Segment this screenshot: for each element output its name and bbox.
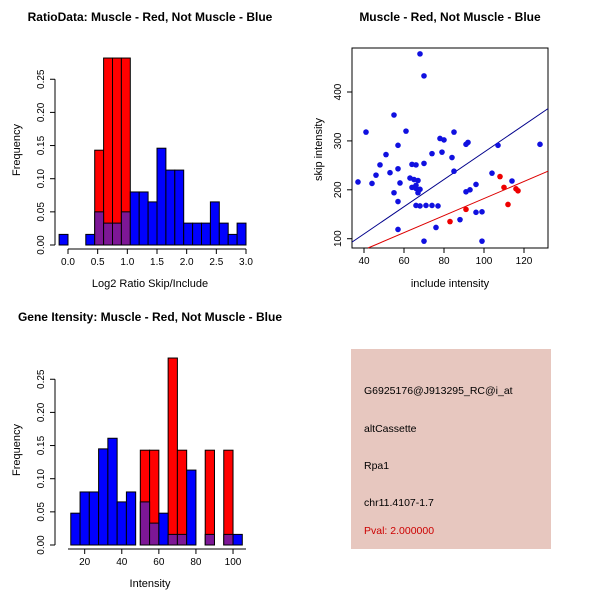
histogram-bar-overlap	[224, 534, 233, 545]
histogram-bar-blue	[193, 223, 202, 245]
scatter-point-not-muscle-blue	[373, 172, 379, 178]
y-axis-tick-label: 400	[333, 83, 344, 101]
histogram-bar-blue	[202, 223, 211, 245]
scatter-point-not-muscle-blue	[479, 238, 485, 244]
scatter-point-not-muscle-blue	[403, 128, 409, 134]
scatter-point-not-muscle-blue	[463, 142, 469, 148]
y-axis-tick-label: 200	[333, 181, 344, 199]
x-axis-tick-label: 1.5	[150, 257, 164, 268]
x-axis-tick-label: 0.0	[61, 257, 75, 268]
scatter-point-muscle-red	[505, 202, 511, 208]
histogram-bar-overlap	[95, 212, 104, 245]
histogram-bar-blue	[71, 513, 80, 545]
scatter-point-muscle-red	[463, 207, 469, 213]
histogram-bar-blue	[157, 148, 166, 245]
histogram-bar-blue	[148, 202, 157, 245]
scatter-point-muscle-red	[515, 188, 521, 194]
histogram-bar-red	[113, 58, 122, 245]
scatter-point-not-muscle-blue	[429, 151, 435, 157]
x-axis-tick-label: 60	[153, 557, 165, 568]
histogram-bar-red	[205, 450, 214, 545]
x-axis-tick-label: 100	[224, 557, 242, 568]
x-axis-tick-label: 0.5	[90, 257, 105, 268]
histogram-bar-blue	[108, 438, 117, 545]
scatter-point-not-muscle-blue	[467, 187, 473, 193]
scatter-point-not-muscle-blue	[457, 217, 463, 223]
y-axis-tick-label: 0.00	[36, 535, 47, 555]
histogram-bar-blue	[86, 234, 95, 245]
scatter-point-not-muscle-blue	[387, 170, 393, 176]
scatter-point-not-muscle-blue	[451, 168, 457, 174]
y-axis-tick-label: 0.10	[36, 168, 47, 189]
scatter-point-not-muscle-blue	[421, 161, 427, 167]
scatter-point-not-muscle-blue	[479, 209, 485, 215]
scatter-point-not-muscle-blue	[355, 179, 361, 185]
histogram-bar-blue	[228, 234, 237, 245]
histogram-bar-blue	[130, 192, 139, 245]
y-axis-tick-label: 0.25	[36, 69, 47, 89]
scatter-point-not-muscle-blue	[395, 143, 401, 149]
ratio-histogram-plot	[0, 0, 300, 300]
scatter-point-not-muscle-blue	[449, 155, 455, 161]
histogram-bar-blue	[184, 223, 193, 245]
y-axis-tick-label: 0.15	[36, 135, 47, 156]
panel-gene-histogram	[0, 300, 300, 600]
scatter-point-not-muscle-blue	[473, 210, 479, 216]
scatter-point-not-muscle-blue	[417, 51, 423, 57]
histogram-bar-blue	[89, 492, 98, 545]
ratio-hist-y-axis-label: Frequency	[11, 124, 23, 176]
histogram-bar-overlap	[205, 534, 214, 545]
histogram-bar-overlap	[140, 502, 149, 545]
x-axis-tick-label: 1.0	[120, 257, 135, 268]
x-axis-tick-label: 2.5	[209, 257, 224, 268]
histogram-bar-blue	[175, 170, 184, 245]
histogram-bar-overlap	[121, 212, 130, 245]
scatter-point-muscle-red	[501, 185, 507, 191]
histogram-bar-blue	[117, 502, 126, 545]
histogram-bar-overlap	[150, 523, 159, 545]
scatter-point-not-muscle-blue	[439, 149, 445, 155]
histogram-bar-overlap	[168, 534, 177, 545]
scatter-point-not-muscle-blue	[395, 199, 401, 205]
scatter-point-not-muscle-blue	[383, 152, 389, 158]
x-axis-tick-label: 80	[438, 256, 450, 267]
histogram-bar-blue	[233, 534, 242, 545]
histogram-bar-blue	[126, 492, 135, 545]
gene-hist-y-axis-label: Frequency	[11, 424, 23, 476]
gene-histogram-plot	[0, 300, 300, 600]
y-axis-tick-label: 100	[333, 230, 344, 248]
scatter-point-not-muscle-blue	[421, 238, 427, 244]
x-axis-tick-label: 80	[190, 557, 202, 568]
fit-line-red-fit	[368, 171, 548, 248]
histogram-bar-blue	[166, 170, 175, 245]
x-axis-tick-label: 20	[79, 557, 91, 568]
histogram-bar-blue	[219, 223, 228, 245]
y-axis-tick-label: 300	[333, 132, 344, 150]
scatter-point-not-muscle-blue	[429, 203, 435, 209]
pval-text: Pval: 2.000000	[364, 525, 435, 537]
scatter-point-not-muscle-blue	[435, 203, 441, 209]
plot-box	[352, 48, 548, 248]
chromosome-text: chr11.4107-1.7	[364, 497, 434, 509]
scatter-point-not-muscle-blue	[489, 170, 495, 176]
histogram-bar-red	[177, 450, 186, 545]
scatter-point-not-muscle-blue	[421, 73, 427, 79]
panel-scatter	[300, 0, 600, 300]
histogram-bar-overlap	[177, 534, 186, 545]
scatter-point-not-muscle-blue	[369, 181, 375, 187]
scatter-title: Muscle - Red, Not Muscle - Blue	[359, 10, 541, 24]
scatter-point-not-muscle-blue	[495, 143, 501, 149]
histogram-bar-blue	[210, 202, 219, 245]
scatter-point-not-muscle-blue	[537, 142, 543, 148]
scatter-point-not-muscle-blue	[441, 137, 447, 143]
y-axis-tick-label: 0.20	[36, 102, 47, 123]
histogram-bar-blue	[139, 192, 148, 245]
histogram-bar-red	[104, 58, 113, 245]
scatter-point-not-muscle-blue	[391, 112, 397, 118]
scatter-point-not-muscle-blue	[391, 190, 397, 196]
y-axis-tick-label: 0.05	[36, 502, 47, 522]
histogram-bar-blue	[59, 234, 68, 245]
scatter-point-not-muscle-blue	[433, 225, 439, 231]
scatter-point-not-muscle-blue	[395, 166, 401, 172]
y-axis-tick-label: 0.10	[36, 468, 47, 489]
histogram-bar-red	[168, 358, 177, 545]
y-axis-tick-label: 0.05	[36, 202, 47, 222]
panel-info	[300, 300, 600, 600]
histogram-bar-red	[224, 450, 233, 545]
ratio-hist-title: RatioData: Muscle - Red, Not Muscle - Blue	[27, 10, 273, 24]
scatter-point-not-muscle-blue	[397, 180, 403, 186]
histogram-bar-blue	[187, 470, 196, 545]
histogram-bar-blue	[99, 449, 108, 545]
y-axis-tick-label: 0.15	[36, 435, 47, 456]
scatter-point-muscle-red	[497, 174, 503, 180]
scatter-point-not-muscle-blue	[363, 129, 369, 135]
histogram-bar-blue	[159, 513, 168, 545]
scatter-point-not-muscle-blue	[473, 182, 479, 188]
histogram-bar-blue	[237, 223, 246, 245]
scatter-point-not-muscle-blue	[415, 178, 421, 184]
scatter-point-not-muscle-blue	[413, 162, 419, 168]
y-axis-tick-label: 0.25	[36, 369, 47, 389]
histogram-bar-overlap	[104, 223, 113, 245]
x-axis-tick-label: 40	[116, 557, 128, 568]
scatter-point-muscle-red	[447, 219, 453, 225]
scatter-point-not-muscle-blue	[509, 178, 515, 184]
x-axis-tick-label: 40	[358, 256, 370, 267]
histogram-bar-blue	[80, 492, 89, 545]
probe-id-text: G6925176@J913295_RC@i_at	[364, 385, 513, 397]
y-axis-tick-label: 0.00	[36, 235, 47, 255]
histogram-bar-overlap	[113, 223, 122, 245]
scatter-x-axis-label: include intensity	[410, 278, 490, 290]
scatter-plot	[300, 0, 600, 300]
x-axis-tick-label: 120	[515, 256, 533, 267]
x-axis-tick-label: 2.0	[179, 257, 194, 268]
panel-ratio-histogram	[0, 0, 300, 300]
scatter-point-not-muscle-blue	[395, 227, 401, 233]
gene-name-text: Rpa1	[364, 460, 390, 472]
info-panel	[351, 349, 551, 549]
event-type-text: altCassette	[364, 423, 417, 435]
scatter-point-not-muscle-blue	[377, 162, 383, 168]
ratio-hist-x-axis-label: Log2 Ratio Skip/Include	[91, 278, 209, 290]
x-axis-tick-label: 3.0	[239, 257, 253, 268]
scatter-point-not-muscle-blue	[417, 187, 423, 193]
y-axis-tick-label: 0.20	[36, 402, 47, 423]
gene-hist-title: Gene Itensity: Muscle - Red, Not Muscle - Blue	[17, 310, 283, 324]
scatter-y-axis-label: skip intensity	[313, 118, 325, 181]
x-axis-tick-label: 60	[398, 256, 410, 267]
scatter-point-not-muscle-blue	[423, 203, 429, 209]
scatter-point-not-muscle-blue	[451, 129, 457, 135]
x-axis-tick-label: 100	[475, 256, 493, 267]
scatter-point-not-muscle-blue	[417, 203, 423, 209]
gene-hist-x-axis-label: Intensity	[129, 578, 171, 590]
